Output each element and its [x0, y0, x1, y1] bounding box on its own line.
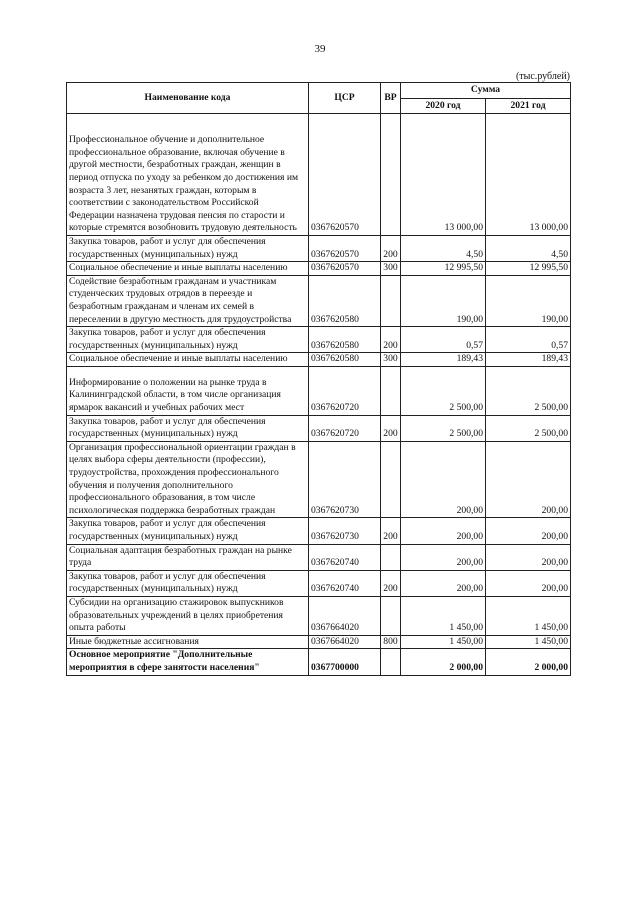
header-vr: ВР — [381, 83, 401, 114]
row-vr: 300 — [381, 353, 401, 367]
row-2020: 2 500,00 — [401, 415, 486, 441]
row-csr: 0367620580 — [309, 353, 381, 367]
row-2021: 2 500,00 — [486, 366, 571, 415]
header-sum: Сумма — [401, 83, 571, 99]
row-vr: 200 — [381, 518, 401, 544]
row-vr — [381, 596, 401, 635]
row-2021: 0,57 — [486, 327, 571, 353]
row-2021: 12 995,50 — [486, 262, 571, 276]
row-csr: 0367620730 — [309, 518, 381, 544]
row-vr — [381, 441, 401, 518]
table-row — [67, 366, 571, 415]
row-2021: 200,00 — [486, 518, 571, 544]
row-2021: 200,00 — [486, 570, 571, 596]
table-row — [67, 114, 571, 236]
row-2021: 200,00 — [486, 544, 571, 570]
page-number: 39 — [314, 43, 326, 55]
row-name: Информирование о положении на рынке труда в Калининградской области, в том числе организация ярмарок вакансий и учебных рабочих мест — [67, 366, 309, 415]
row-vr — [381, 366, 401, 415]
row-csr: 0367620570 — [309, 114, 381, 236]
table-row — [67, 596, 571, 635]
row-csr: 0367664020 — [309, 635, 381, 649]
units-label: (тыс.рублей) — [515, 71, 570, 82]
table-row — [67, 235, 571, 261]
row-2021: 1 450,00 — [486, 635, 571, 649]
row-csr: 0367620580 — [309, 327, 381, 353]
row-csr: 0367620720 — [309, 415, 381, 441]
table-row — [67, 327, 571, 353]
row-vr — [381, 649, 401, 675]
row-2020: 200,00 — [401, 544, 486, 570]
row-csr: 0367664020 — [309, 596, 381, 635]
row-vr — [381, 544, 401, 570]
table-row — [67, 635, 571, 649]
row-2021: 190,00 — [486, 275, 571, 326]
row-csr: 0367620570 — [309, 235, 381, 261]
row-vr: 200 — [381, 235, 401, 261]
row-2020: 0,57 — [401, 327, 486, 353]
row-vr — [381, 275, 401, 326]
budget-table — [66, 82, 571, 676]
row-name: Закупка товаров, работ и услуг для обеспечения государственных (муниципальных) нужд — [67, 235, 309, 261]
table-row — [67, 275, 571, 326]
header-csr: ЦСР — [309, 83, 381, 114]
row-name: Закупка товаров, работ и услуг для обеспечения государственных (муниципальных) нужд — [67, 518, 309, 544]
row-2021: 1 450,00 — [486, 596, 571, 635]
table-row — [67, 544, 571, 570]
row-name: Социальная адаптация безработных граждан на рынке труда — [67, 544, 309, 570]
row-vr: 200 — [381, 327, 401, 353]
table-row — [67, 262, 571, 276]
row-2021: 4,50 — [486, 235, 571, 261]
row-name: Иные бюджетные ассигнования — [67, 635, 309, 649]
header-2021: 2021 год — [486, 98, 571, 114]
row-csr: 0367620580 — [309, 275, 381, 326]
row-csr: 0367620570 — [309, 262, 381, 276]
row-name: Закупка товаров, работ и услуг для обеспечения государственных (муниципальных) нужд — [67, 327, 309, 353]
row-2020: 200,00 — [401, 518, 486, 544]
row-2020: 2 500,00 — [401, 366, 486, 415]
table-row — [67, 518, 571, 544]
table-row — [67, 649, 571, 675]
row-2021: 2 000,00 — [486, 649, 571, 675]
row-vr: 800 — [381, 635, 401, 649]
row-2020: 200,00 — [401, 570, 486, 596]
row-name: Основное мероприятие "Дополнительные мероприятия в сфере занятости населения" — [67, 649, 309, 675]
header-2020: 2020 год — [401, 98, 486, 114]
row-name: Организация профессиональной ориентации граждан в целях выбора сферы деятельности (профессии), трудоустройства, прохождения профессионального обучения и получения дополнительного профессионального образования, в том числе психологическая поддержка безработных граждан — [67, 441, 309, 518]
table-row — [67, 415, 571, 441]
row-2021: 200,00 — [486, 441, 571, 518]
table-row — [67, 570, 571, 596]
row-name: Социальное обеспечение и иные выплаты населению — [67, 353, 309, 367]
row-name: Содействие безработным гражданам и участникам студенческих трудовых отрядов в переезде и безработным гражданам и членам их семей в переселении в другую местность для трудоустройства — [67, 275, 309, 326]
row-2021: 189,43 — [486, 353, 571, 367]
row-2020: 190,00 — [401, 275, 486, 326]
row-vr: 300 — [381, 262, 401, 276]
row-vr — [381, 114, 401, 236]
row-csr: 0367620720 — [309, 366, 381, 415]
row-csr: 0367620740 — [309, 544, 381, 570]
row-2020: 13 000,00 — [401, 114, 486, 236]
row-name: Закупка товаров, работ и услуг для обеспечения государственных (муниципальных) нужд — [67, 415, 309, 441]
table-body — [67, 114, 571, 675]
row-2021: 13 000,00 — [486, 114, 571, 236]
row-2020: 189,43 — [401, 353, 486, 367]
row-name: Закупка товаров, работ и услуг для обеспечения государственных (муниципальных) нужд — [67, 570, 309, 596]
row-2020: 4,50 — [401, 235, 486, 261]
row-vr: 200 — [381, 415, 401, 441]
row-csr: 0367620740 — [309, 570, 381, 596]
row-csr: 0367700000 — [309, 649, 381, 675]
table-row — [67, 353, 571, 367]
row-2020: 200,00 — [401, 441, 486, 518]
row-csr: 0367620730 — [309, 441, 381, 518]
row-2020: 1 450,00 — [401, 596, 486, 635]
row-name: Социальное обеспечение и иные выплаты населению — [67, 262, 309, 276]
row-name: Профессиональное обучение и дополнительное профессиональное образование, включая обучение в другой местности, безработных граждан, женщин в период отпуска по уходу за ребенком до достижения им возраста 3 лет, незанятых граждан, которым в соответствии с законодательством Российской Федерации назначена трудовая пенсия по старости и которые стремятся возобновить трудовую деятельность — [67, 114, 309, 236]
row-2020: 12 995,50 — [401, 262, 486, 276]
header-name: Наименование кода — [67, 83, 309, 114]
row-2021: 2 500,00 — [486, 415, 571, 441]
row-2020: 2 000,00 — [401, 649, 486, 675]
row-name: Субсидии на организацию стажировок выпускников образовательных учреждений в целях приобретения опыта работы — [67, 596, 309, 635]
table-row — [67, 441, 571, 518]
row-2020: 1 450,00 — [401, 635, 486, 649]
row-vr: 200 — [381, 570, 401, 596]
